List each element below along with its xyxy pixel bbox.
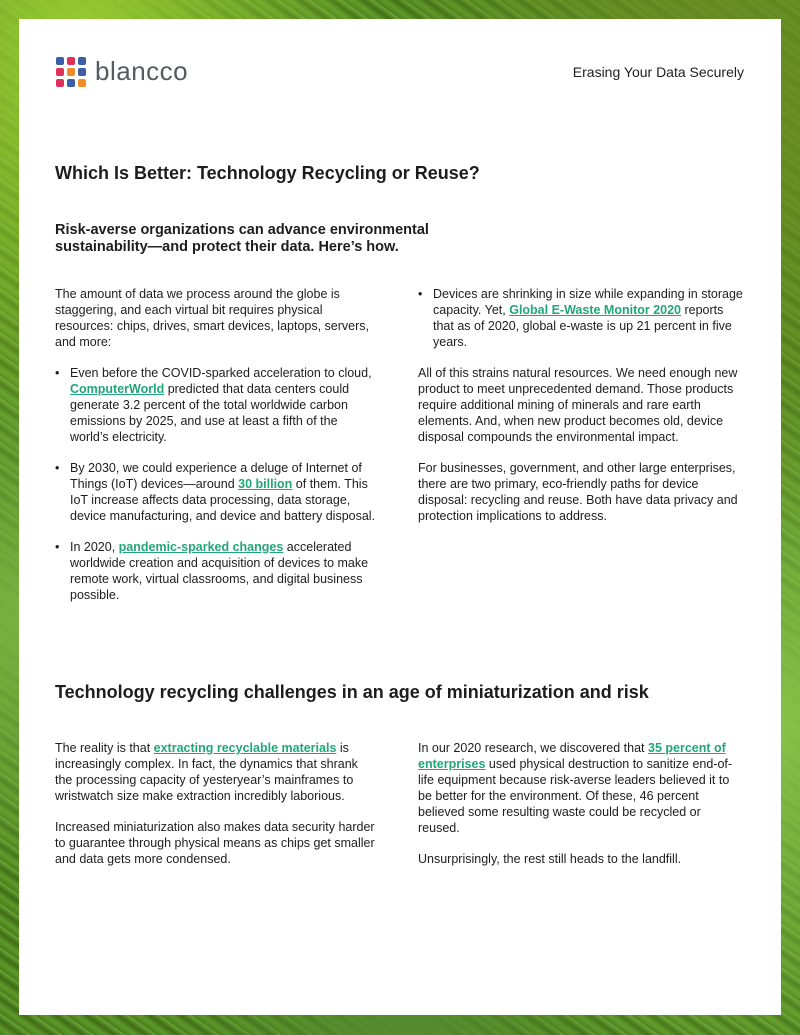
bullet-text: By 2030, we could experience a deluge of Internet of Things (IoT) devices—around <box>70 461 362 491</box>
logo-dot <box>56 79 64 87</box>
bullet-text: reports that as of 2020, global e-waste is up 21 percent in five years. <box>433 303 732 349</box>
bullet-text: In 2020, <box>70 540 119 554</box>
bullet-text: accelerated worldwide creation and acquisition of devices to make remote work, virtual classrooms, and digital business possible. <box>70 540 369 602</box>
bullet-text: Devices are shrinking in size while expanding in storage capacity. Yet, <box>433 287 743 317</box>
recyclable-materials-link[interactable]: extracting recyclable materials <box>153 741 337 755</box>
35-percent-link[interactable]: 35 percent of enterprises <box>418 741 726 771</box>
section2-left-column <box>55 740 377 882</box>
bullet-list <box>55 365 377 603</box>
blancco-logo[interactable] <box>56 56 188 87</box>
section1-left-column <box>55 286 377 618</box>
paragraph-text: The reality is that <box>55 741 154 755</box>
e-waste-monitor-link[interactable]: Global E-Waste Monitor 2020 <box>509 303 682 317</box>
logo-text: blancco <box>95 56 189 86</box>
extraction-paragraph <box>55 740 377 804</box>
miniaturization-paragraph: Increased miniaturization also makes data security harder to guarantee through physical means as chips get smaller and data gets more condensed. <box>55 820 375 866</box>
logo-dot <box>78 79 86 87</box>
paragraph-text: In our 2020 research, we discovered that <box>418 741 648 755</box>
list-item <box>55 539 377 603</box>
bullet-text: Even before the COVID-sparked acceleration to cloud, <box>70 366 372 380</box>
list-item <box>418 286 743 350</box>
pandemic-changes-link[interactable]: pandemic-sparked changes <box>118 540 284 554</box>
logo-dot <box>56 68 64 76</box>
paragraph-text: used physical destruction to sanitize end-of-life equipment because risk-averse leaders believed it to be better for the environment. Of these, 46 percent believed some resulting waste could be recycled or reused. <box>418 757 733 835</box>
30-billion-link[interactable]: 30 billion <box>238 477 293 491</box>
logo-dot <box>56 57 64 65</box>
page-title: Which Is Better: Technology Recycling or Reuse? <box>55 163 480 183</box>
logo-dot <box>67 57 75 65</box>
header-tagline: Erasing Your Data Securely <box>572 64 744 80</box>
section2-right-column <box>418 740 743 882</box>
list-item <box>55 460 377 524</box>
intro-paragraph: The amount of data we process around the globe is staggering, and each virtual bit requires physical resources: chips, drives, smart devices, laptops, servers, and more: <box>55 287 370 349</box>
document-page <box>19 19 781 1015</box>
logo-dot <box>78 57 86 65</box>
bullet-list <box>418 286 743 350</box>
bullet-text: predicted that data centers could generate 3.2 percent of the total worldwide carbon emissions by 2025, and use at least a fifth of the world’s electricity. <box>70 382 350 444</box>
bullet-text: of them. This IoT increase affects data processing, data storage, device manufacturing, and device and battery disposal. <box>70 477 376 523</box>
disposal-paths-paragraph: For businesses, government, and other large enterprises, there are two primary, eco-friendly paths for device disposal: recycling and reuse. Both have data privacy and protection implications to address. <box>418 461 738 523</box>
landfill-paragraph: Unsurprisingly, the rest still heads to the landfill. <box>418 852 682 866</box>
section1-right-column <box>418 286 743 539</box>
research-paragraph <box>418 740 743 836</box>
paragraph-text: is increasingly complex. In fact, the dynamics that shrank the processing capacity of yesteryear’s mainframes to wristwatch size make extraction incredibly laborious. <box>55 741 358 803</box>
logo-dot <box>67 79 75 87</box>
logo-dot <box>67 68 75 76</box>
list-item <box>55 365 377 445</box>
resource-strain-paragraph: All of this strains natural resources. We need enough new product to meet unprecedented demand. Those products require additional mining of minerals and rare earth elements. And, when new product becomes old, device disposal compounds the environmental impact. <box>418 366 738 444</box>
section-heading: Technology recycling challenges in an age of miniaturization and risk <box>55 682 649 702</box>
logo-dots-icon <box>56 57 86 87</box>
logo-dot <box>78 68 86 76</box>
computerworld-link[interactable]: ComputerWorld <box>70 382 165 396</box>
page-subtitle: Risk-averse organizations can advance environmental sustainability—and protect their data. Here’s how. <box>55 222 429 255</box>
